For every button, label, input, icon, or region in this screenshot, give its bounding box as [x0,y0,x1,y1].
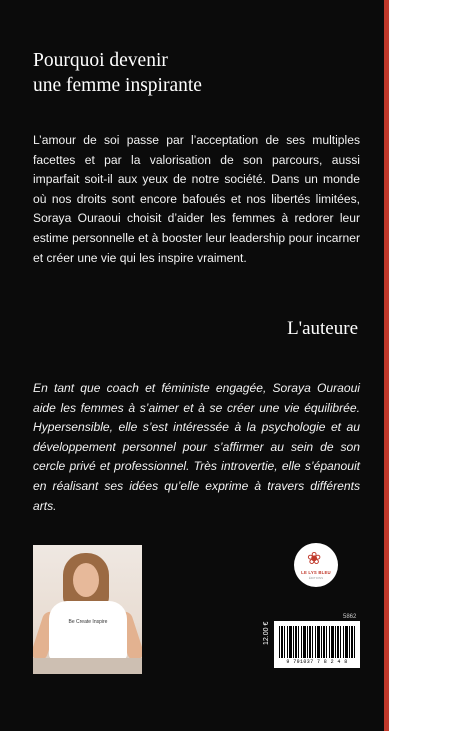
photo-face [73,563,99,597]
price-label: 12.00 € [263,621,270,645]
photo-table [33,658,142,674]
isbn-number: 9 791037 7 8 2 4 8 [286,659,348,665]
photo-shirt [49,601,127,659]
product-code: 5862 [343,614,357,620]
publisher-name: LE LYS BLEU [301,570,331,575]
title-line-2: une femme inspirante [33,75,202,96]
book-title [33,48,202,98]
title-line-1: Pourquoi devenir [33,50,168,71]
book-summary: L’amour de soi passe par l’acceptation de ses multiples facettes et par la valorisation de son parcours, aussi imparfait soit-il aux yeux de notre société. Dans un monde où nos droits sont encore bafoués et nos libertés limitées, Soraya Ouraoui choisit d’aider les femmes à redorer leur estime personnelle et à booster leur leadership pour incarner et créer une vie qui les inspire vraiment. [33,133,360,265]
photo-shirt-text: Be Create Inspire [68,619,108,625]
barcode [274,621,360,668]
author-photo [33,545,142,674]
author-bio: En tant que coach et féministe engagée, Soraya Ouraoui aide les femmes à s’aimer et à se créer une vie équilibrée. Hypersensible, elle s’est intéressée à la psychologie et au développement personnel pour s’affirmer au sein de son cercle privé et professionnel. Très introvertie, elle s’épanouit en réalisant ses idées qu’elle exprime à travers différents arts. [33,381,360,513]
lily-icon: ❀ [307,549,322,568]
page-margin [389,0,450,731]
barcode-bars [279,626,355,658]
publisher-logo [294,543,338,587]
publisher-sub: ÉDITIONS [308,576,324,580]
author-heading: L'auteure [287,318,358,339]
